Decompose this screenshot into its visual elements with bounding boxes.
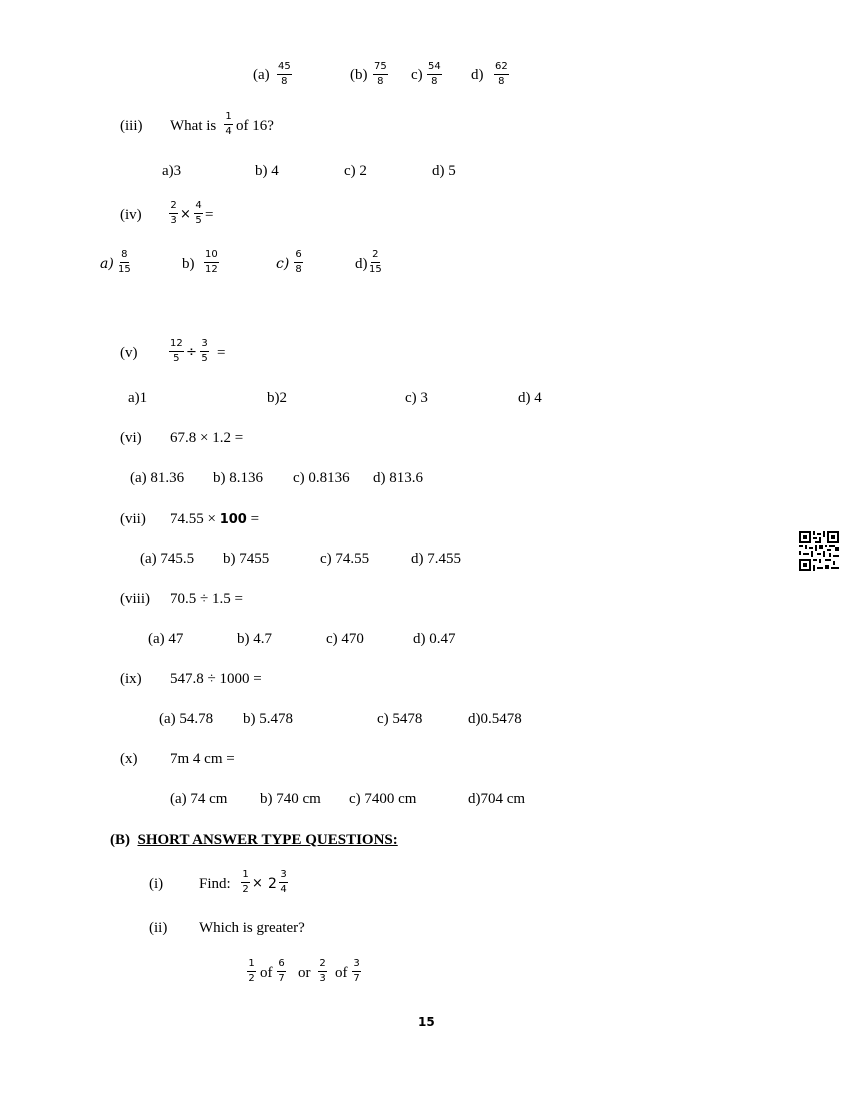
- option-label: d): [471, 67, 484, 83]
- option: d) 4: [518, 390, 542, 406]
- equals-sign: =: [205, 207, 214, 223]
- question-number: (iv): [120, 207, 142, 223]
- question-text: of 16?: [236, 118, 274, 134]
- question-fraction: 1 2: [242, 869, 249, 895]
- option: b) 4: [255, 163, 279, 179]
- question-text: What is: [170, 118, 217, 134]
- option-fraction: 75 8: [374, 61, 387, 87]
- option: (a) 74 cm: [170, 791, 228, 807]
- option: c) 74.55: [320, 551, 370, 567]
- option: b) 740 cm: [260, 791, 321, 807]
- question-fraction: 1 2: [248, 958, 255, 984]
- question-number: (i): [149, 876, 164, 892]
- option: c) 0.8136: [293, 470, 350, 486]
- question-number: (iii): [120, 118, 143, 134]
- option: c) 7400 cm: [349, 791, 417, 807]
- question-fraction: 4 5: [195, 200, 202, 226]
- question-fraction: 2 3: [319, 958, 326, 984]
- option: c) 5478: [377, 711, 423, 727]
- mixed-whole: 2: [268, 876, 277, 892]
- question-fraction: 3 5: [201, 338, 208, 364]
- question-number: (ii): [149, 920, 168, 936]
- question-expression: 7m 4 cm =: [170, 751, 235, 767]
- option: (a) 47: [148, 631, 184, 647]
- question-text: Find:: [199, 876, 231, 892]
- option-fraction: 62 8: [495, 61, 508, 87]
- question-number: (x): [120, 751, 138, 767]
- operator: ÷: [186, 345, 197, 360]
- question-fraction: 3 7: [353, 958, 360, 984]
- question-number: (vii): [120, 511, 146, 527]
- question-expression: 70.5 ÷ 1.5 =: [170, 591, 243, 607]
- option: b) 7455: [223, 551, 270, 567]
- option: c) 3: [405, 390, 428, 406]
- option: d) 0.47: [413, 631, 456, 647]
- option: d) 5: [432, 163, 456, 179]
- question-number: (ix): [120, 671, 142, 687]
- section-heading: [110, 833, 398, 848]
- option-label: (b): [350, 67, 368, 83]
- option-fraction: 6 8: [295, 249, 302, 275]
- option: (a) 81.36: [130, 470, 185, 486]
- operator: ×: [180, 207, 191, 222]
- option-label: c): [411, 67, 423, 83]
- question-expression: 74.55 × 100 =: [170, 511, 260, 527]
- section-title: SHORT ANSWER TYPE QUESTIONS:: [137, 832, 398, 848]
- option: c) 470: [326, 631, 364, 647]
- option: c) 2: [344, 163, 367, 179]
- option: d) 7.455: [411, 551, 461, 567]
- option-fraction: 45 8: [278, 61, 291, 87]
- option-fraction: 54 8: [428, 61, 441, 87]
- option-fraction: 10 12: [205, 249, 218, 275]
- question-text: Which is greater?: [199, 920, 305, 936]
- option-label: d): [355, 256, 368, 272]
- question-expression: 547.8 ÷ 1000 =: [170, 671, 262, 687]
- option-fraction: 8 15: [118, 249, 131, 275]
- question-fraction: 12 5: [170, 338, 183, 364]
- option: a)1: [128, 390, 148, 406]
- option: d) 813.6: [373, 470, 423, 486]
- question-fraction: 3 4: [280, 869, 287, 895]
- option: (a) 54.78: [159, 711, 214, 727]
- question-fraction: 6 7: [278, 958, 285, 984]
- or-word: or: [298, 965, 311, 981]
- option: a)3: [162, 163, 182, 179]
- qr-code-icon: [799, 531, 839, 571]
- question-expression: 67.8 × 1.2 =: [170, 430, 244, 446]
- of-word: of: [335, 965, 348, 981]
- section-label: (B): [110, 832, 130, 848]
- option: (a) 745.5: [140, 551, 195, 567]
- question-number: (viii): [120, 591, 150, 607]
- option-fraction: 2 15: [369, 249, 382, 275]
- equals-sign: =: [217, 345, 226, 361]
- page-number: 15: [418, 1015, 435, 1029]
- option: b) 5.478: [243, 711, 293, 727]
- question-fraction: 2 3: [170, 200, 177, 226]
- option-label: a): [100, 256, 114, 272]
- of-word: of: [260, 965, 273, 981]
- option: d)0.5478: [468, 711, 522, 727]
- option-label: (a): [253, 67, 270, 83]
- option: b)2: [267, 390, 287, 406]
- option-label: b): [182, 256, 195, 272]
- operator: ×: [252, 876, 263, 891]
- option: b) 4.7: [237, 631, 272, 647]
- option-label: c): [276, 256, 290, 272]
- option: d)704 cm: [468, 791, 526, 807]
- question-fraction: 1 4: [225, 111, 232, 137]
- option: b) 8.136: [213, 470, 263, 486]
- question-number: (vi): [120, 430, 142, 446]
- question-number: (v): [120, 345, 138, 361]
